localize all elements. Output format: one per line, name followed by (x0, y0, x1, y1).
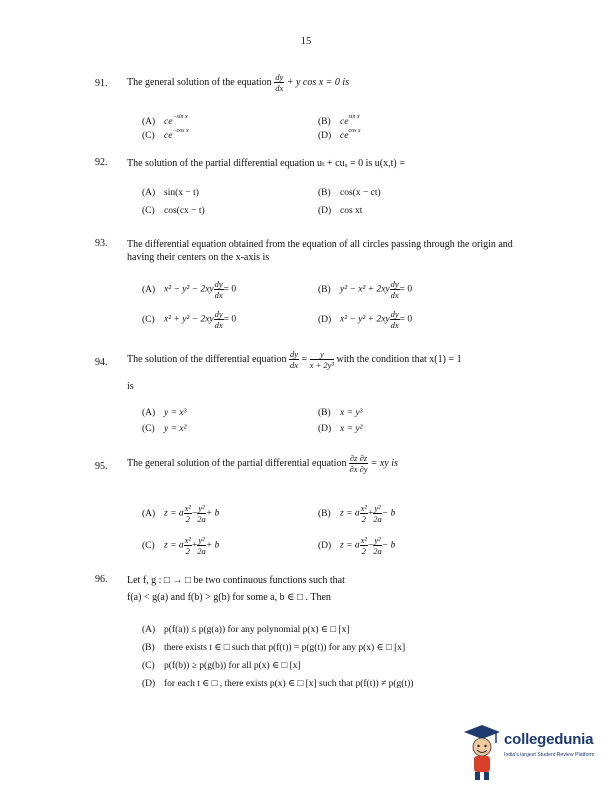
q95-tail: = xy is (370, 457, 398, 469)
q92-c-text: cos(cx − t) (164, 206, 205, 216)
question-number-91: 91. (95, 78, 108, 89)
z-eq: z = a (164, 540, 184, 551)
q94-c-text: y = x² (164, 424, 187, 434)
q95-option-a (142, 503, 219, 524)
frac-den: x + 2y³ (309, 360, 335, 370)
q91-frac-den: dx (275, 83, 284, 93)
q92-a-text: sin(x − t) (164, 188, 199, 198)
option-label: (A) (142, 508, 156, 519)
q95-stem: The general solution of the partial differential equation (127, 457, 347, 469)
q96-a-text: p(f(a)) ≤ p(g(a)) for any polynomial p(x) ∈ □ [x] (164, 625, 350, 635)
question-number-95: 95. (95, 461, 108, 472)
frac-num: dy (214, 279, 223, 289)
q96-d-text: for each t ∈ □ , there exists p(x) ∈ □ [x] such that p(f(t)) ≠ p(g(t)) (164, 679, 414, 689)
q96-line2: f(a) < g(a) and f(b) > g(b) for some a, b ∈ □ . Then (127, 592, 331, 603)
frac-num: ∂z ∂z (349, 453, 368, 463)
frac-num: y² (374, 503, 381, 513)
q93-d-post: = 0 (399, 314, 413, 325)
question-number-94: 94. (95, 357, 108, 368)
option-label: (C) (142, 661, 155, 671)
frac-num: y (310, 349, 334, 360)
q95-option-d (318, 535, 395, 556)
frac-num: x² (184, 503, 191, 513)
frac-y (373, 535, 382, 556)
student-mascot-icon (462, 723, 502, 781)
q94-frac1 (289, 349, 299, 370)
frac-x (184, 535, 192, 556)
const: + b (205, 508, 220, 519)
q91-option-c (142, 128, 189, 141)
q94-b-text: x = y³ (340, 408, 363, 418)
frac-den: dx (214, 290, 223, 300)
q95-fraction (349, 453, 368, 474)
q93-b-post: = 0 (399, 284, 413, 295)
q91-tail: + y cos x = 0 is (286, 76, 350, 88)
frac-num: dy (290, 349, 299, 359)
frac-x (360, 535, 368, 556)
q91-d-base: ce (340, 131, 349, 141)
q94-tail2: is (127, 381, 134, 392)
q92-option-d (318, 206, 362, 216)
frac-den: dx (390, 320, 399, 330)
option-label: (D) (318, 131, 332, 141)
option-label: (C) (142, 131, 155, 141)
q91-frac-num: dy (275, 72, 284, 82)
frac-den: ∂x ∂y (349, 464, 368, 474)
frac-num: x² (360, 503, 367, 513)
q91-stem: The general solution of the equation (127, 76, 272, 88)
q93-d-frac (390, 309, 400, 330)
q93-c-frac (214, 309, 224, 330)
q94-option-c (142, 424, 186, 434)
q91-option-d (318, 128, 361, 141)
frac-num: y² (198, 535, 205, 545)
option-label: (B) (318, 508, 331, 519)
option-label: (D) (318, 206, 332, 216)
frac-den: 2 (361, 514, 366, 524)
q95-option-c (142, 535, 219, 556)
q94-stem: The solution of the differential equation (127, 353, 287, 365)
frac-num: y² (198, 503, 205, 513)
q94-a-text: y = x³ (164, 408, 187, 418)
q96-option-d (142, 678, 413, 689)
option-label: (C) (142, 206, 155, 216)
q93-b-pre: y² − x² + 2xy (340, 284, 390, 295)
q91-b-base: ce (340, 117, 349, 127)
frac-den: 2 (185, 514, 190, 524)
q94-frac2 (310, 349, 334, 370)
frac-num: dy (390, 309, 399, 319)
q91-option-a (142, 114, 188, 127)
op: − (367, 540, 374, 551)
frac-num: y² (374, 535, 381, 545)
q93-a-post: = 0 (223, 284, 237, 295)
q94-option-d (318, 424, 362, 434)
logo-tagline: India's largest Student Review Platform (504, 752, 595, 758)
const: − b (381, 508, 396, 519)
q96-option-a (142, 624, 350, 635)
q91-fraction (274, 72, 284, 93)
q92-option-a (142, 188, 199, 198)
option-label: (D) (318, 540, 332, 551)
q93-option-b (318, 279, 412, 300)
q93-a-frac (214, 279, 224, 300)
q91-d-exp: cos x (348, 128, 361, 134)
q91-c-base: ce (164, 131, 173, 141)
frac-y (197, 535, 206, 556)
collegedunia-logo (462, 723, 602, 785)
q93-option-a (142, 279, 236, 300)
option-label: (B) (318, 284, 331, 295)
frac-den: dx (390, 290, 399, 300)
q93-c-pre: x² + y² − 2xy (164, 314, 214, 325)
op: − (191, 508, 198, 519)
option-label: (C) (142, 540, 155, 551)
frac-y (197, 503, 206, 524)
option-label: (B) (142, 643, 155, 653)
q94-eq: = (301, 353, 308, 365)
frac-num: x² (360, 535, 367, 545)
op: + (191, 540, 198, 551)
q92-option-b (318, 188, 381, 198)
q96-line1: Let f, g : □ → □ be two continuous functions such that (127, 575, 345, 586)
frac-den: 2a (197, 546, 206, 556)
z-eq: z = a (164, 508, 184, 519)
q96-b-text: there exists t ∈ □ such that p(f(t)) = p(g(t)) for any p(x) ∈ □ [x] (164, 643, 406, 653)
option-label: (D) (318, 424, 332, 434)
q91-b-exp: sin x (348, 114, 360, 120)
q95-option-b (318, 503, 395, 524)
question-number-92: 92. (95, 157, 108, 168)
q91-a-base: ce (164, 117, 173, 127)
q92-b-text: cos(x − ct) (340, 188, 381, 198)
frac-num: x² (184, 535, 191, 545)
frac-num: dy (214, 309, 223, 319)
option-label: (A) (142, 284, 156, 295)
q96-c-text: p(f(b)) ≥ p(g(b)) for all p(x) ∈ □ [x] (164, 661, 301, 671)
option-label: (D) (142, 679, 156, 689)
question-94-text (127, 349, 547, 370)
const: − b (381, 540, 396, 551)
z-eq: z = a (340, 540, 360, 551)
option-label: (B) (318, 408, 331, 418)
question-number-96: 96. (95, 574, 108, 585)
q93-option-c (142, 309, 236, 330)
frac-den: dx (214, 320, 223, 330)
q91-option-b (318, 114, 360, 127)
q94-d-text: x = y² (340, 424, 363, 434)
q96-option-c (142, 660, 301, 671)
logo-name: collegedunia (504, 731, 594, 748)
option-label: (B) (318, 117, 331, 127)
option-label: (A) (142, 188, 156, 198)
frac-den: 2a (373, 514, 382, 524)
q92-option-c (142, 206, 205, 216)
frac-den: dx (290, 360, 299, 370)
const: + b (205, 540, 220, 551)
option-label: (A) (142, 117, 156, 127)
question-number-93: 93. (95, 238, 108, 249)
frac-den: 2 (185, 546, 190, 556)
frac-den: 2 (361, 546, 366, 556)
option-label: (A) (142, 408, 156, 418)
q93-a-pre: x² − y² − 2xy (164, 284, 214, 295)
frac-num: dy (390, 279, 399, 289)
question-91-text (127, 72, 527, 93)
q91-c-exp: −cos x (172, 128, 189, 134)
frac-den: 2a (197, 514, 206, 524)
q91-a-exp: −sin x (172, 114, 188, 120)
question-93-text: The differential equation obtained from the equation of all circles passing through the origin and having their centers on the x-axis is (127, 239, 513, 263)
frac-x (184, 503, 192, 524)
frac-x (360, 503, 368, 524)
q94-option-b (318, 408, 362, 418)
q94-option-a (142, 408, 186, 418)
option-label: (C) (142, 314, 155, 325)
op: + (367, 508, 374, 519)
frac-y (373, 503, 382, 524)
q94-tail: with the condition that x(1) = 1 (336, 353, 462, 365)
page-number: 15 (300, 36, 312, 47)
q93-c-post: = 0 (223, 314, 237, 325)
option-label: (C) (142, 424, 155, 434)
option-label: (B) (318, 188, 331, 198)
frac-den: 2a (373, 546, 382, 556)
option-label: (D) (318, 314, 332, 325)
question-95-text (127, 453, 527, 474)
q93-option-d (318, 309, 412, 330)
q92-d-text: cos xt (340, 206, 363, 216)
q93-d-pre: x² − y² + 2xy (340, 314, 390, 325)
z-eq: z = a (340, 508, 360, 519)
option-label: (A) (142, 625, 156, 635)
q93-b-frac (390, 279, 400, 300)
q96-option-b (142, 642, 405, 653)
question-92-text: The solution of the partial differential equation uₜ + cuₓ = 0 is u(x,t) = (127, 158, 405, 169)
